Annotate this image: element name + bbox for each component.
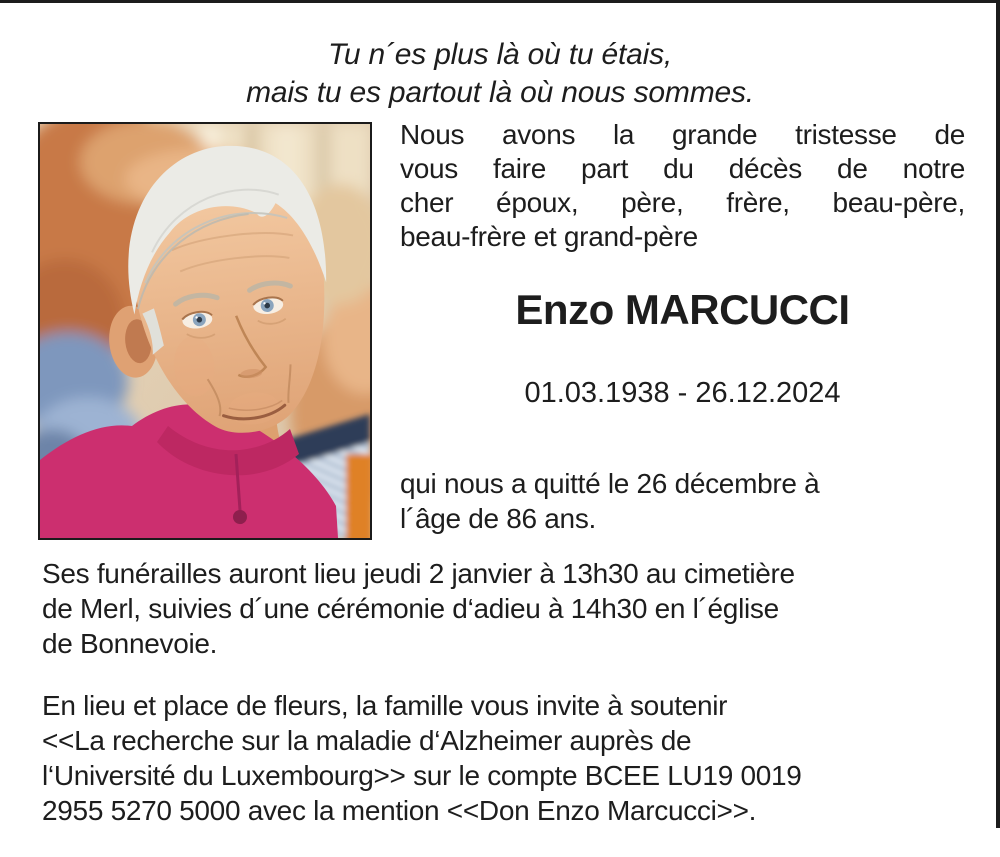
portrait-photo	[38, 122, 372, 540]
text-line: cher époux, père, frère, beau-père,	[400, 187, 965, 218]
top-border-rule	[0, 0, 1000, 3]
deceased-name: Enzo MARCUCCI	[515, 286, 850, 333]
text-line: mais tu es partout là où nous sommes.	[246, 76, 754, 109]
text-line: vous faire part du décès de notre	[400, 153, 965, 184]
announcement-intro	[400, 118, 965, 254]
donation-details	[42, 688, 967, 828]
text-line: qui nous a quitté le 26 décembre à	[400, 468, 820, 499]
announcement-closing	[400, 466, 965, 536]
text-line: <<La recherche sur la maladie d‘Alzheimer auprès de	[42, 725, 692, 756]
text-line: l´âge de 86 ans.	[400, 503, 597, 534]
epigraph-quote	[0, 36, 1000, 112]
announcement-column	[400, 118, 965, 548]
text-line: Ses funérailles auront lieu jeudi 2 janvier à 13h30 au cimetière	[42, 558, 795, 589]
text-line: Tu n´es plus là où tu étais,	[327, 38, 673, 71]
text-line: 2955 5270 5000 avec la mention <<Don Enzo Marcucci>>.	[42, 795, 757, 826]
life-dates: 01.03.1938 - 26.12.2024	[524, 377, 841, 409]
right-border-rule	[996, 0, 1000, 828]
text-line: En lieu et place de fleurs, la famille vous invite à soutenir	[42, 690, 728, 721]
funeral-details	[42, 556, 967, 661]
portrait-illustration	[40, 124, 370, 538]
text-line: de Bonnevoie.	[42, 628, 218, 659]
text-line: de Merl, suivies d´une cérémonie d‘adieu à 14h30 en l´église	[42, 593, 779, 624]
text-line: l‘Université du Luxembourg>> sur le compte BCEE LU19 0019	[42, 760, 802, 791]
text-line: beau-frère et grand-père	[400, 221, 698, 252]
text-line: Nous avons la grande tristesse de	[400, 119, 965, 150]
